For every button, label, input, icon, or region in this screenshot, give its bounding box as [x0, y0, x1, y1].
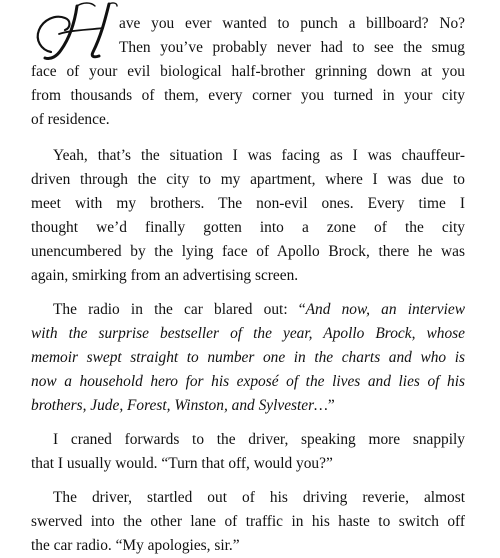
paragraph-2: [31, 144, 465, 288]
text-line: that I usually would. “Turn that off, would you?”: [31, 455, 333, 472]
text-line: unencumbered by the lying face of Apollo Brock, there he was: [31, 243, 465, 260]
text-line: ave you ever wanted to punch a billboard? No?: [119, 15, 465, 32]
paragraph-4: [31, 428, 465, 476]
text-line: swerved into the other lane of traffic in his haste to switch off: [31, 513, 465, 530]
closing-quote: ”: [327, 397, 335, 414]
text-line: [31, 298, 465, 322]
text-line: The driver, startled out of his driving reverie, almost: [53, 489, 465, 506]
text-line: [31, 370, 465, 394]
book-page: [31, 0, 465, 558]
text-line: Yeah, that’s the situation I was facing as I was chauffeur-: [53, 147, 465, 164]
text-line: from thousands of them, every corner you turned in your city: [31, 87, 465, 104]
text-line: Then you’ve probably never had to see the smug: [119, 39, 465, 56]
text-line: again, smirking from an advertising screen.: [31, 267, 299, 284]
text-line: [31, 346, 465, 370]
text-line: of residence.: [31, 111, 110, 128]
quote-text: brothers, Jude, Forest, Winston, and Sylvester…: [31, 397, 328, 414]
text-line: [31, 322, 465, 346]
text-line: driven through the city to my apartment, where I was due to: [31, 171, 465, 188]
quote-text: And now, an interview: [305, 301, 465, 318]
quote-text: with the surprise bestseller of the year, Apollo Brock, whose: [31, 325, 465, 342]
quote-text: memoir swept straight to number one in the charts and who is: [31, 349, 465, 366]
quote-text: now a household hero for his exposé of the lives and lies of his: [31, 373, 465, 390]
text-line: thought we’d finally gotten into a zone of the city: [31, 219, 465, 236]
text-line: [31, 394, 465, 418]
text-line: meet with my brothers. The non-evil ones. Every time I: [31, 195, 465, 212]
paragraph-3: [31, 298, 465, 418]
paragraph-5: [31, 486, 465, 558]
paragraph-1: [31, 0, 465, 138]
text-line: I craned forwards to the driver, speaking more snappily: [53, 431, 465, 448]
text-line: the car radio. “My apologies, sir.”: [31, 537, 240, 554]
lead-text: The radio in the car blared out: “: [53, 301, 306, 318]
text-line: face of your evil biological half-brother grinning down at you: [31, 63, 465, 80]
